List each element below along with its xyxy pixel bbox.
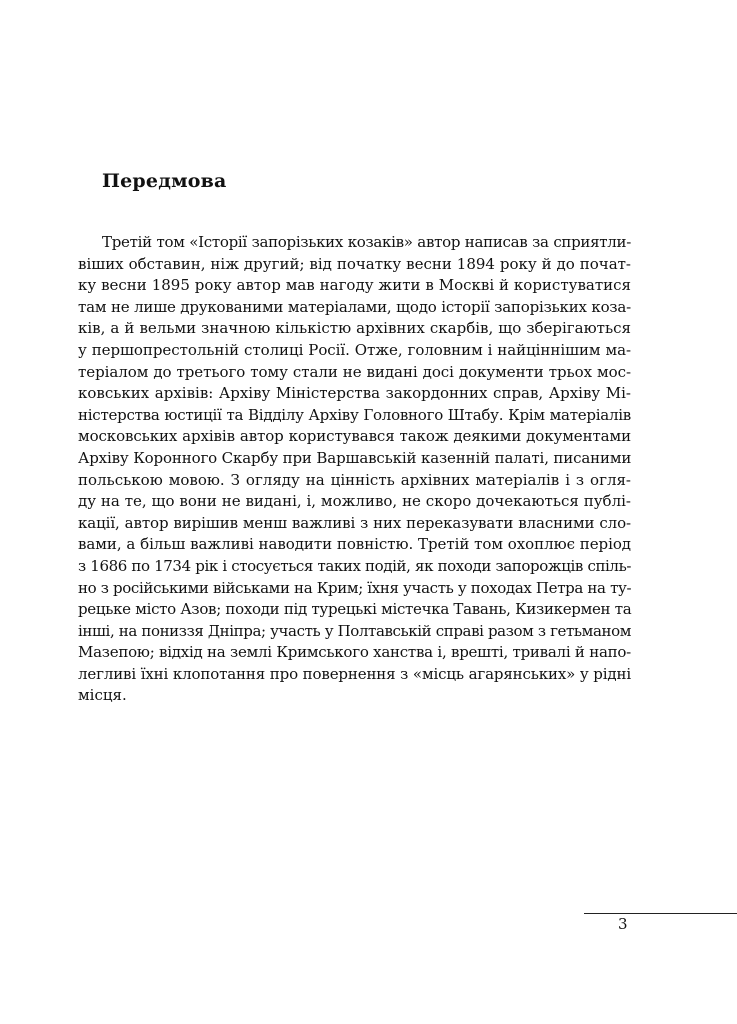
paragraph-line: у першопрестольній столиці Росії. Отже, головним і найціннішим ма- [78, 340, 631, 359]
paragraph-line: рецьке місто Азов; походи під турецькі містечка Тавань, Кизикермен та [78, 600, 632, 619]
paragraph-line: ковських архівів: Архіву Міністерства закордонних справ, Архіву Мі- [78, 384, 631, 403]
paragraph-line: з 1686 по 1734 рік і стосується таких подій, як походи запорожців спіль- [78, 556, 631, 575]
paragraph-line: ду на те, що вони не видані, і, можливо, не скоро дочекаються публі- [78, 492, 631, 511]
paragraph-line: ків, а й вельми значною кількістю архівних скарбів, що зберігаються [78, 319, 631, 338]
paragraph-line: вами, а більш важливі наводити повністю. Третій том охоплює період [78, 535, 631, 554]
paragraph-line: інші, на пониззя Дніпра; участь у Полтавській справі разом з гетьманом [78, 621, 631, 640]
page-number: 3 [618, 915, 628, 933]
paragraph-line: московських архівів автор користувався також деякими документами [78, 427, 631, 446]
paragraph-line: Мазепою; відхід на землі Кримського ханства і, врешті, тривалі й напо- [78, 643, 631, 662]
footer-rule [584, 913, 737, 914]
paragraph-line: місця. [78, 686, 127, 705]
paragraph-line: там не лише друкованими матеріалами, щодо історії запорізьких коза- [78, 297, 631, 316]
paragraph-line: ку весни 1895 року автор мав нагоду жити в Москві й користуватися [78, 276, 631, 295]
paragraph-line: Архіву Коронного Скарбу при Варшавській казенній палаті, писаними [78, 448, 632, 467]
section-heading: Передмова [102, 170, 227, 192]
paragraph-line: теріалом до третього тому стали не видані досі документи трьох мос- [78, 362, 631, 381]
paragraph-line: ністерства юстиції та Відділу Архіву Головного Штабу. Крім матеріалів [78, 405, 631, 424]
paragraph-line: легливі їхні клопотання про повернення з «місць агарянських» у рідні [78, 664, 631, 683]
paragraph-line: віших обставин, ніж другий; від початку весни 1894 року й до почат- [78, 254, 631, 273]
paragraph-line: польською мовою. З огляду на цінність архівних матеріалів і з огля- [78, 470, 631, 489]
preface-paragraph [78, 232, 631, 707]
paragraph-line: Третій том «Історії запорізьких козаків» автор написав за сприятли- [102, 233, 631, 251]
paragraph-line: кації, автор вирішив менш важливі з них переказувати власними сло- [78, 513, 631, 532]
paragraph-line: но з російськими військами на Крим; їхня участь у походах Петра на ту- [78, 578, 632, 597]
